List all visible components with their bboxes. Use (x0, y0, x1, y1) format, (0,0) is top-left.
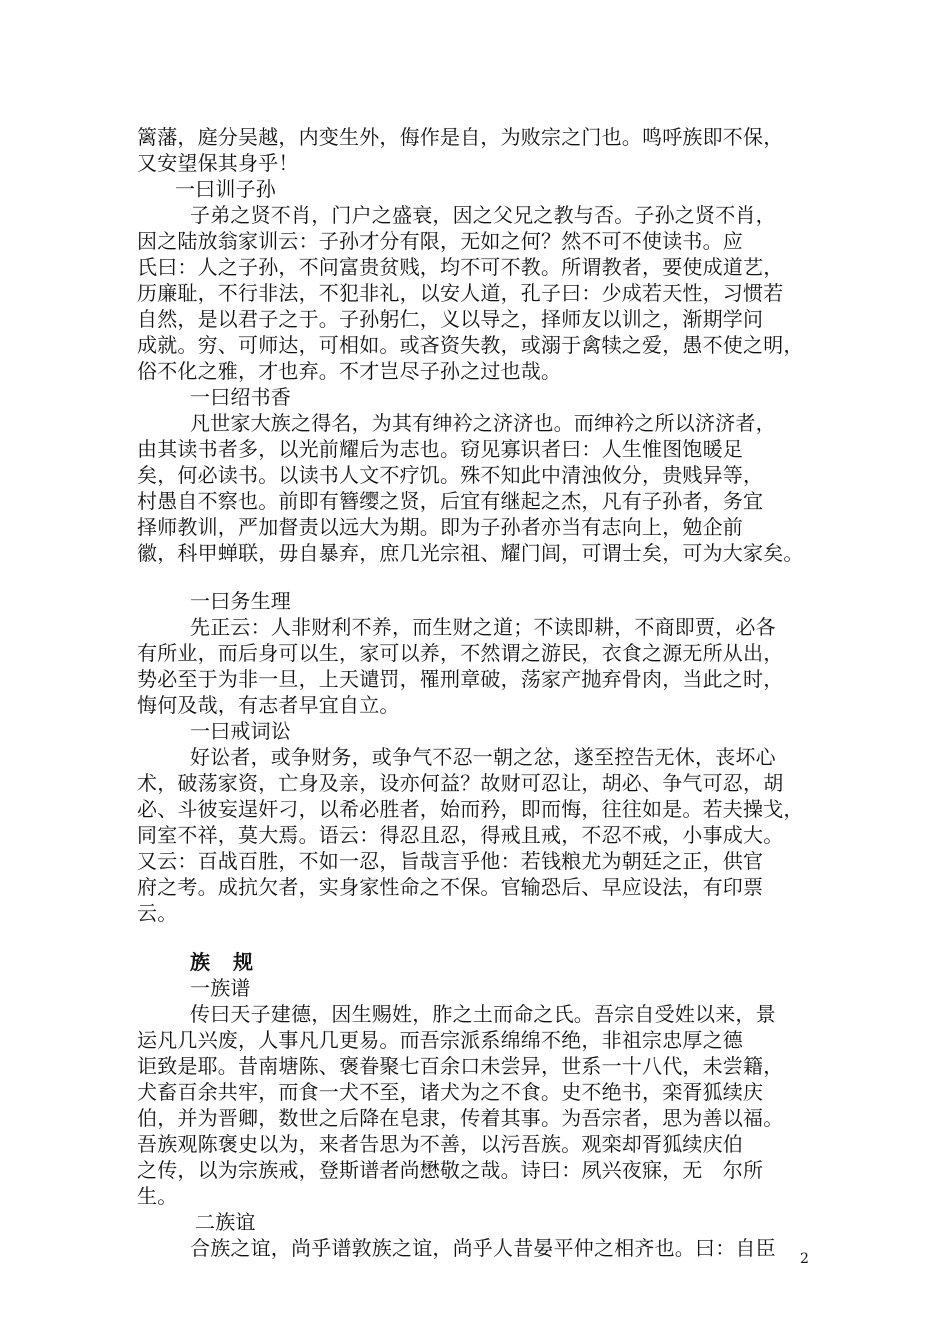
text-line: 矣，何必读书。以读书人文不疗饥。殊不知此中清浊攸分，贵贱异等， (137, 463, 764, 487)
text-line: 凡世家大族之得名，为其有绅衿之济济也。而绅衿之所以济济者， (190, 411, 776, 435)
text-line: 俗不化之雅，才也弃。不才岂尽子孙之过也哉。 (137, 359, 562, 383)
page-number: 2 (800, 1251, 809, 1267)
text-line: 择师教训，严加督责以远大为期。即为子孙者亦当有志向上，勉企前 (137, 515, 743, 539)
text-line: 术，破荡家资，亡身及亲，设亦何益？故财可忍让，胡必、争气可忍，胡 (137, 771, 784, 795)
text-line: 势必至于为非一旦，上天谴罚，罹刑章破，荡家产抛弃骨肉，当此之时， (137, 667, 784, 691)
text-line: 历廉耻，不行非法，不犯非礼，以安人道，孔子曰：少成若天性，习惯若 (137, 281, 784, 305)
text-line: 吾族观陈褒史以为，来者告思为不善，以污吾族。观栾却胥狐续庆伯 (137, 1132, 743, 1156)
section-heading: 一族谱 (190, 976, 251, 1000)
section-heading: 一曰务生理 (190, 589, 291, 613)
text-line: 好讼者，或争财务，或争气不忍一朝之忿，遂至控告无休，丧坏心 (190, 745, 776, 769)
text-line: 伯，并为晋卿，数世之后降在皂隶，传着其事。为吾宗者，思为善以福。 (137, 1106, 784, 1130)
text-line: 成就。穷、可师达，可相如。或吝资失教，或溺于禽犊之爱，愚不使之明， (137, 333, 804, 357)
text-line: 传曰天子建德，因生赐姓，胙之土而命之氏。吾宗自受姓以来，景 (190, 1002, 776, 1026)
text-line: 讵致是耶。昔南塘陈、褒眷聚七百余口未尝异，世系一十八代，未尝籍， (137, 1054, 784, 1078)
text-line: 合族之谊，尚乎谱敦族之谊，尚乎人昔晏平仲之相齐也。曰：自臣 (190, 1236, 776, 1260)
text-line: 由其读书者多，以光前耀后为志也。窃见寡识者曰：人生惟图饱暖足 (137, 437, 743, 461)
text-line: 自然，是以君子之于。子孙躬仁，义以导之，择师友以训之，渐期学问 (137, 307, 764, 331)
text-line: 生。 (137, 1184, 178, 1208)
text-line: 又安望保其身乎！ (137, 151, 299, 175)
text-line: 子弟之贤不肖，门户之盛衰，因之父兄之教与否。子孙之贤不肖， (190, 203, 776, 227)
text-line: 氏曰：人之子孙，不问富贵贫贱，均不可不教。所谓教者，要使成道艺， (137, 255, 784, 279)
text-line: 先正云：人非财利不养，而生财之道；不读即耕，不商即贾，必各 (190, 615, 776, 639)
text-line: 犬畜百余共牢，而食一犬不至，诸犬为之不食。史不绝书，栾胥狐续庆 (137, 1080, 764, 1104)
section-heading: 二族谊 (195, 1210, 256, 1234)
text-line: 有所业，而后身可以生，家可以养，不然谓之游民，衣食之源无所从出， (137, 641, 784, 665)
text-line: 府之考。成抗欠者，实身家性命之不保。官输恐后、早应设法，有印票 (137, 875, 764, 899)
text-line: 云。 (137, 901, 178, 925)
text-line: 因之陆放翁家训云：子孙才分有限，无如之何？然不可不使读书。应 (137, 229, 743, 253)
text-line: 篱藩，庭分吴越，内变生外，侮作是自，为败宗之门也。鸣呼族即不保， (137, 125, 784, 149)
section-heading: 一曰戒词讼 (190, 719, 291, 743)
chapter-heading: 族 规 (190, 950, 261, 974)
text-line: 又云：百战百胜，不如一忍，旨哉言乎他：若钱粮尤为朝廷之正，供官 (137, 849, 764, 873)
section-heading: 一曰绍书香 (190, 385, 291, 409)
text-line: 悔何及哉，有志者早宜自立。 (137, 693, 400, 717)
text-line: 同室不祥，莫大焉。语云：得忍且忍，得戒且戒，不忍不戒，小事成大。 (137, 823, 784, 847)
text-line: 必、斗彼妄逞奸刁，以希必胜者，始而矜，即而悔，往往如是。若夫操戈， (137, 797, 804, 821)
text-line: 运凡几兴废，人事凡几更易。而吾宗派系绵绵不绝，非祖宗忠厚之德 (137, 1028, 743, 1052)
section-heading: 一曰训子孙 (175, 177, 276, 201)
text-line: 徽，科甲蝉联，毋自暴弃，庶几光宗祖、耀门闾，可谓士矣，可为大家矣。 (137, 541, 804, 565)
text-line: 村愚自不察也。前即有簪缨之贤，后宜有继起之杰，凡有子孙者，务宜 (137, 489, 764, 513)
text-line: 之传，以为宗族戒，登斯谱者尚懋敬之哉。诗曰：夙兴夜寐，无 尔所 (137, 1158, 764, 1182)
